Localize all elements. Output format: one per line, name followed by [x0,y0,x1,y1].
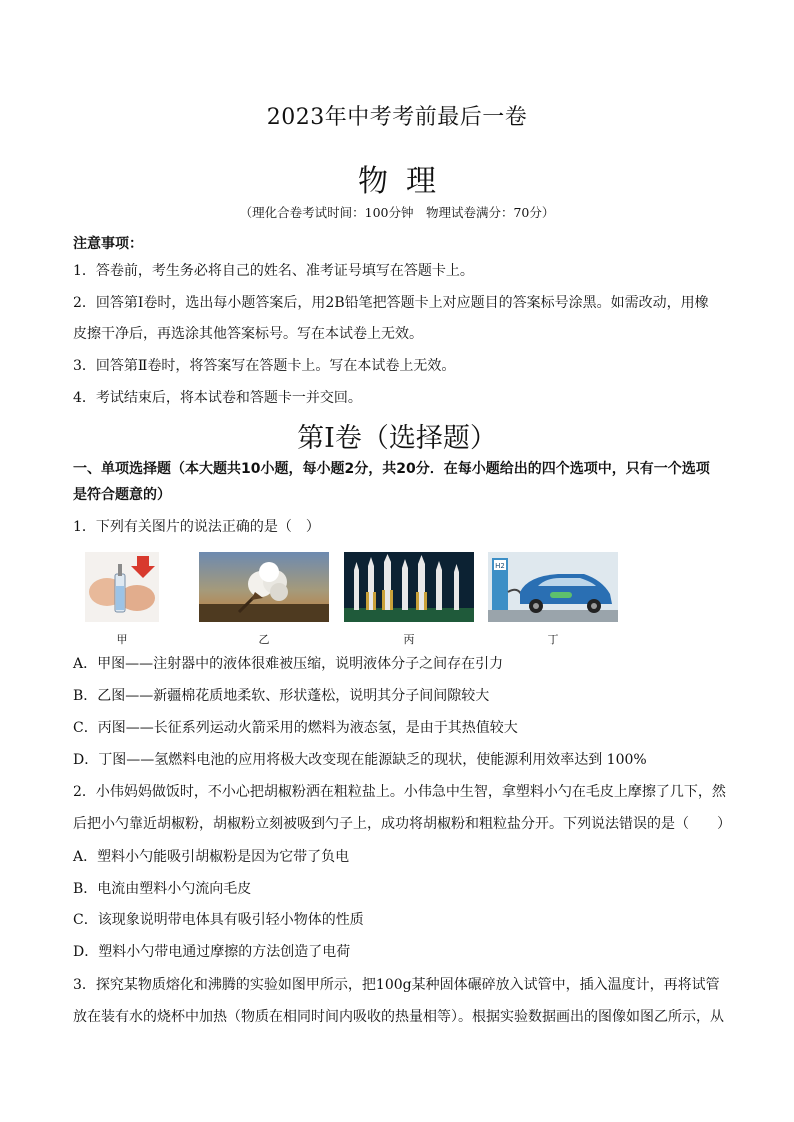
section-heading: 是符合题意的） [73,487,171,503]
rockets-image [344,552,474,622]
notice-item: 皮擦干净后，再选涂其他答案标号。写在本试卷上无效。 [73,326,423,342]
exam-info: （理化合卷考试时间：100分钟 物理试卷满分：70分） [239,205,555,220]
syringe-image [85,552,159,622]
q1-option-d: D．丁图——氢燃料电池的应用将极大改变现在能源缺乏的现状，使能源利用效率达到 100% [73,752,647,768]
q2-stem: 2．小伟妈妈做饭时，不小心把胡椒粉洒在粗粒盐上。小伟急中生智，拿塑料小勺在毛皮上摩擦了几下，然 [73,784,726,800]
section-heading: 一、单项选择题（本大题共10小题，每小题2分，共20分．在每小题给出的四个选项中，只有一个选项 [73,461,710,477]
notice-item: 2．回答第Ⅰ卷时，选出每小题答案后，用2B铅笔把答题卡上对应题目的答案标号涂黑。如需改动，用橡 [73,295,709,311]
notice-item: 4．考试结束后，将本试卷和答题卡一并交回。 [73,390,362,406]
q3-stem: 放在装有水的烧杯中加热（物质在相同时间内吸收的热量相等）。根据实验数据画出的图像如图乙所示，从 [73,1009,724,1025]
q1-stem: 1．下列有关图片的说法正确的是（ ） [73,519,320,535]
subject-title: 物理 [358,164,454,199]
q2-option-b: B．电流由塑料小勺流向毛皮 [73,881,252,897]
exam-title: 2023年中考考前最后一卷 [266,105,528,130]
notice-item: 1．答卷前，考生务必将自己的姓名、准考证号填写在答题卡上。 [73,263,474,279]
image-label: 丙 [403,633,415,646]
image-label: 乙 [258,633,270,646]
q2-stem: 后把小勺靠近胡椒粉，胡椒粉立刻被吸到勺子上，成功将胡椒粉和粗粒盐分开。下列说法错误的是（ ） [73,816,731,832]
image-label: 丁 [547,633,559,646]
q2-option-a: A．塑料小勺能吸引胡椒粉是因为它带了负电 [73,849,350,865]
q1-option-b: B．乙图——新疆棉花质地柔软、形状蓬松，说明其分子间间隙较大 [73,688,490,704]
section-title: 第Ⅰ卷（选择题） [297,423,497,454]
notice-title: 注意事项： [73,236,143,252]
h2-station-tag: H2 [495,562,505,570]
q1-option-a: A．甲图——注射器中的液体很难被压缩，说明液体分子之间存在引力 [73,656,504,672]
q3-stem: 3．探究某物质熔化和沸腾的实验如图甲所示，把100g某种固体碾碎放入试管中，插入温度计，再将试管 [73,977,720,993]
notice-item: 3．回答第Ⅱ卷时，将答案写在答题卡上。写在本试卷上无效。 [73,358,456,374]
cotton-image [199,552,329,622]
hydrogen-car-image [488,552,618,622]
q2-option-d: D．塑料小勺带电通过摩擦的方法创造了电荷 [73,944,351,960]
q2-option-c: C．该现象说明带电体具有吸引轻小物体的性质 [73,912,364,928]
image-label: 甲 [116,633,128,646]
q1-option-c: C．丙图——长征系列运动火箭采用的燃料为液态氢，是由于其热值较大 [73,720,518,736]
